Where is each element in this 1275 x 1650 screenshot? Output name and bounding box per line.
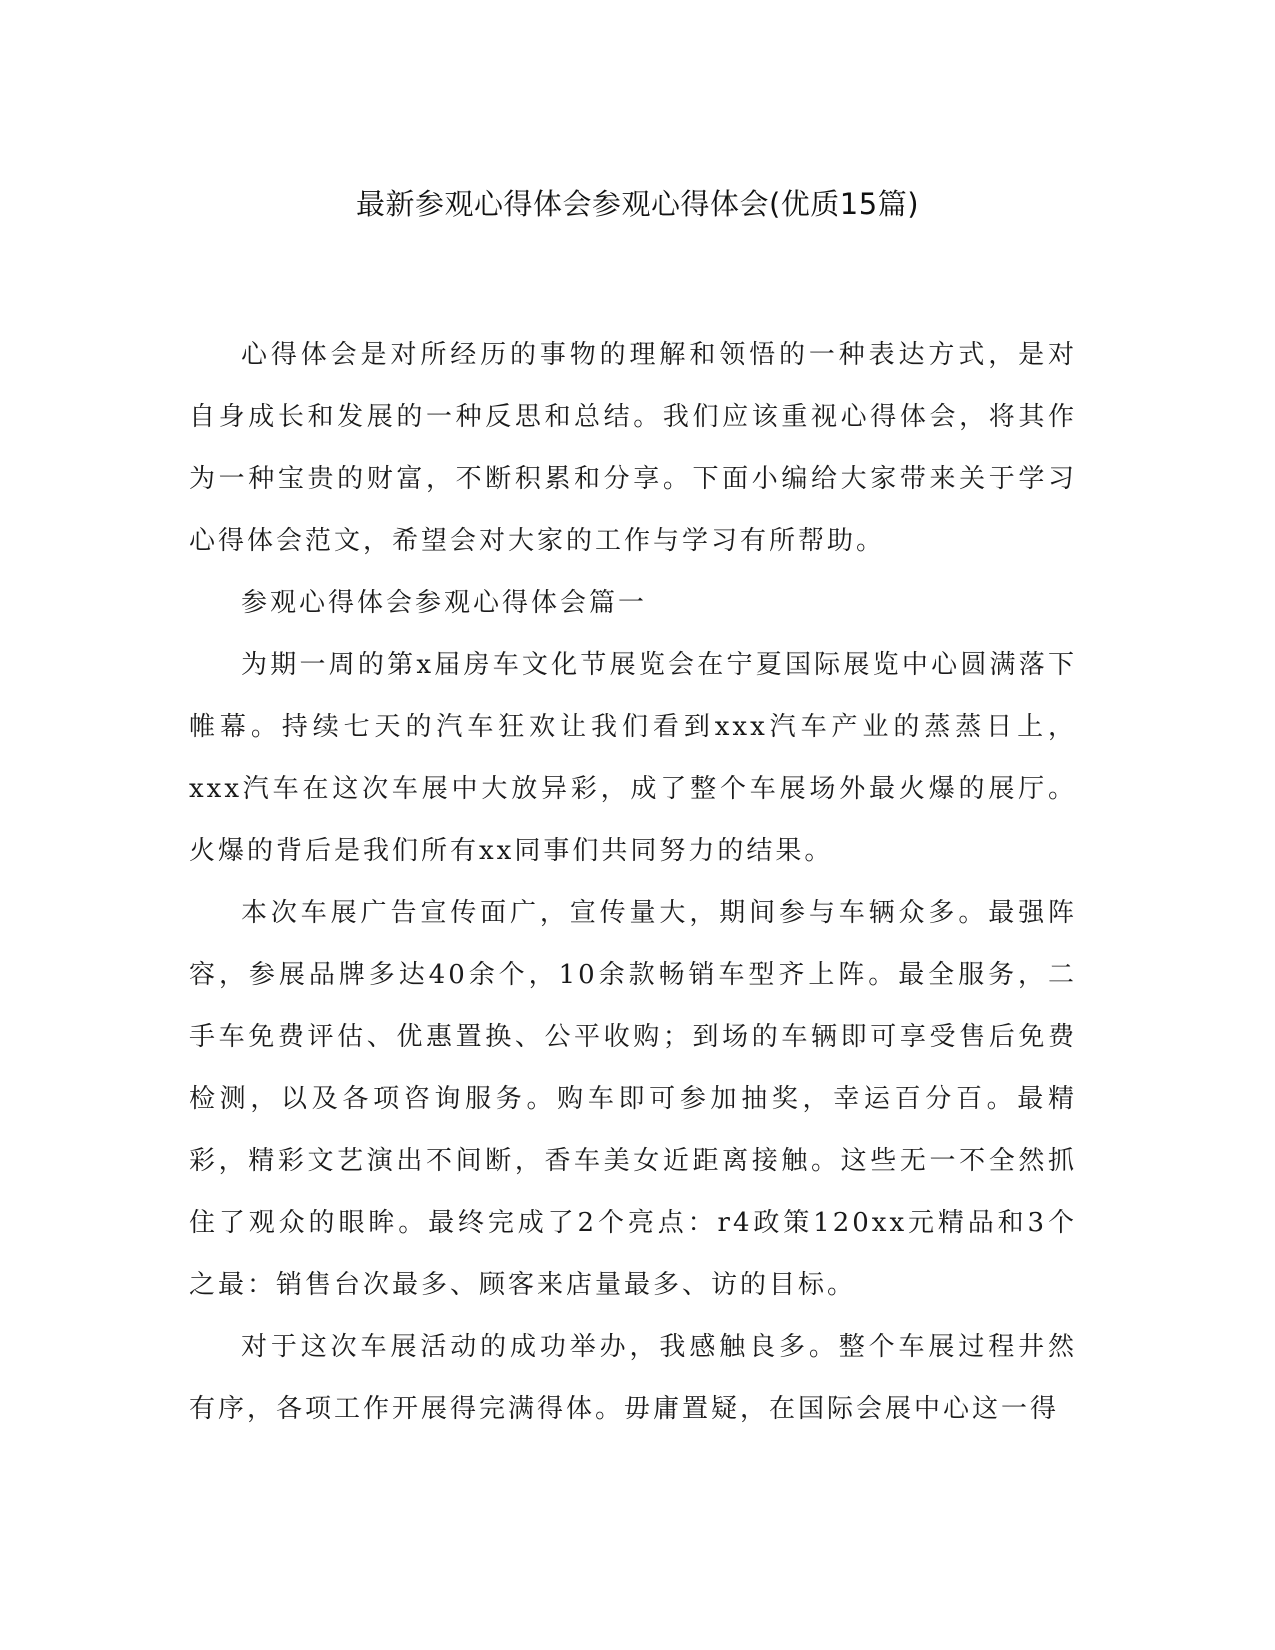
document-title: 最新参观心得体会参观心得体会(优质15篇): [355, 187, 920, 221]
section-heading: 参观心得体会参观心得体会篇一: [241, 588, 648, 618]
paragraph-car-show: 为期一周的第x届房车文化节展览会在宁夏国际展览中心圆满落下帷幕。持续七天的汽车狂欢让我们看到xxx汽车产业的蒸蒸日上，xxx汽车在这次车展中大放异彩，成了整个车展场外最火爆的展厅。火爆的背后是我们所有xx同事们共同努力的结果。: [189, 650, 1077, 866]
document-body: [189, 324, 1077, 1440]
paragraph-intro: 心得体会是对所经历的事物的理解和领悟的一种表达方式，是对自身成长和发展的一种反思和总结。我们应该重视心得体会，将其作为一种宝贵的财富，不断积累和分享。下面小编给大家带来关于学习心得体会范文，希望会对大家的工作与学习有所帮助。: [189, 340, 1077, 556]
paragraph-promotion: 本次车展广告宣传面广，宣传量大，期间参与车辆众多。最强阵容，参展品牌多达40余个，10余款畅销车型齐上阵。最全服务，二手车免费评估、优惠置换、公平收购；到场的车辆即可享受售后免费检测，以及各项咨询服务。购车即可参加抽奖，幸运百分百。最精彩，精彩文艺演出不间断，香车美女近距离接触。这些无一不全然抓住了观众的眼眸。最终完成了2个亮点：r4政策120xx元精品和3个之最：销售台次最多、顾客来店量最多、访的目标。: [189, 898, 1077, 1300]
paragraph-reflection: 对于这次车展活动的成功举办，我感触良多。整个车展过程井然有序，各项工作开展得完满得体。毋庸置疑，在国际会展中心这一得: [189, 1332, 1077, 1424]
